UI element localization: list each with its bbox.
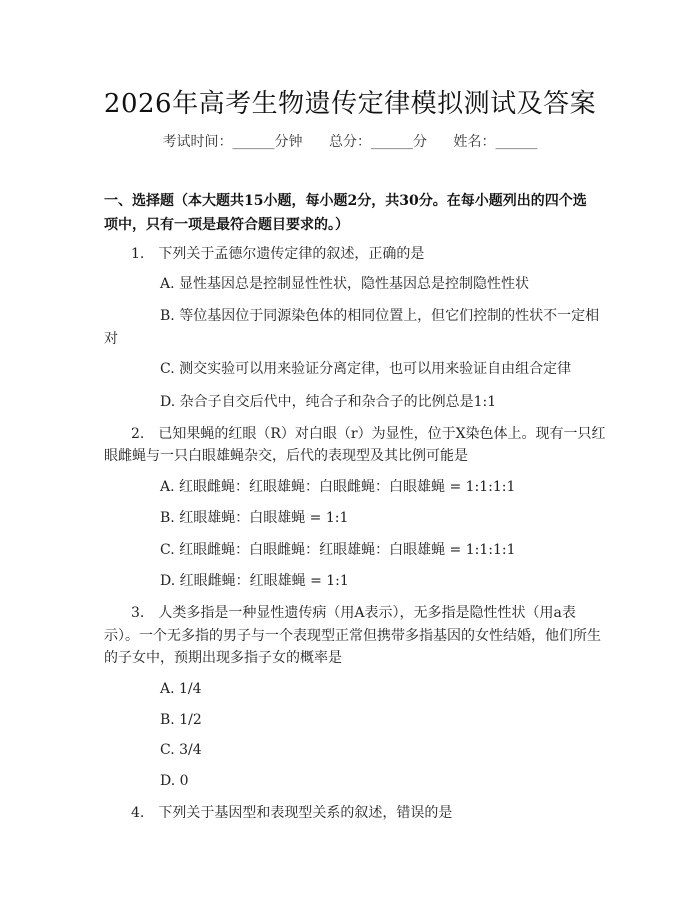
question-3-stem-cont-2: 的子女中，预期出现多指子女的概率是 — [104, 650, 342, 666]
exam-total-score: 总分：______分 — [329, 134, 427, 150]
question-3-option-d: D. 0 — [160, 773, 189, 789]
page-title: 2026年高考生物遗传定律模拟测试及答案 — [103, 89, 597, 119]
question-4-stem: 4. 下列关于基因型和表现型关系的叙述，错误的是 — [131, 805, 453, 821]
question-1-option-c: C. 测交实验可以用来验证分离定律，也可以用来验证自由组合定律 — [160, 361, 572, 377]
question-3-stem-cont-1: 示）。一个无多指的男子与一个表现型正常但携带多指基因的女性结婚，他们所生 — [104, 628, 601, 644]
question-1-option-b-cont: 对 — [104, 331, 118, 347]
exam-meta — [0, 131, 700, 151]
question-3-stem: 3. 人类多指是一种显性遗传病（用A表示），无多指是隐性性状（用a表 — [131, 605, 576, 621]
section-heading: 一、选择题（本大题共15小题，每小题2分，共30分。在每小题列出的四个选项中，只有一项是最符合题目要求的。） — [104, 193, 587, 233]
question-1-option-d: D. 杂合子自交后代中，纯合子和杂合子的比例总是1:1 — [160, 394, 497, 410]
question-3-option-a: A. 1/4 — [160, 681, 202, 697]
question-1-stem: 1. 下列关于孟德尔遗传定律的叙述，正确的是 — [131, 246, 425, 262]
exam-student-name: 姓名：______ — [453, 134, 538, 150]
question-2-option-a: A. 红眼雌蝇：红眼雄蝇：白眼雌蝇：白眼雄蝇 = 1:1:1:1 — [160, 479, 516, 495]
question-2-option-c: C. 红眼雌蝇：白眼雌蝇：红眼雄蝇：白眼雄蝇 = 1:1:1:1 — [160, 542, 516, 558]
question-2-stem-cont: 眼雌蝇与一只白眼雄蝇杂交，后代的表现型及其比例可能是 — [104, 448, 468, 464]
question-3-option-b: B. 1/2 — [160, 712, 202, 728]
question-2-stem: 2. 已知果蝇的红眼（R）对白眼（r）为显性，位于X染色体上。现有一只红 — [131, 426, 606, 442]
question-1-option-a: A. 显性基因总是控制显性性状，隐性基因总是控制隐性性状 — [160, 276, 530, 292]
question-2-option-b: B. 红眼雄蝇：白眼雄蝇 = 1:1 — [160, 510, 349, 526]
question-2-option-d: D. 红眼雌蝇：红眼雄蝇 = 1:1 — [160, 573, 349, 589]
question-3-option-c: C. 3/4 — [160, 742, 202, 758]
exam-time: 考试时间：______分钟 — [162, 134, 303, 150]
question-1-option-b: B. 等位基因位于同源染色体的相同位置上，但它们控制的性状不一定相 — [160, 308, 600, 324]
